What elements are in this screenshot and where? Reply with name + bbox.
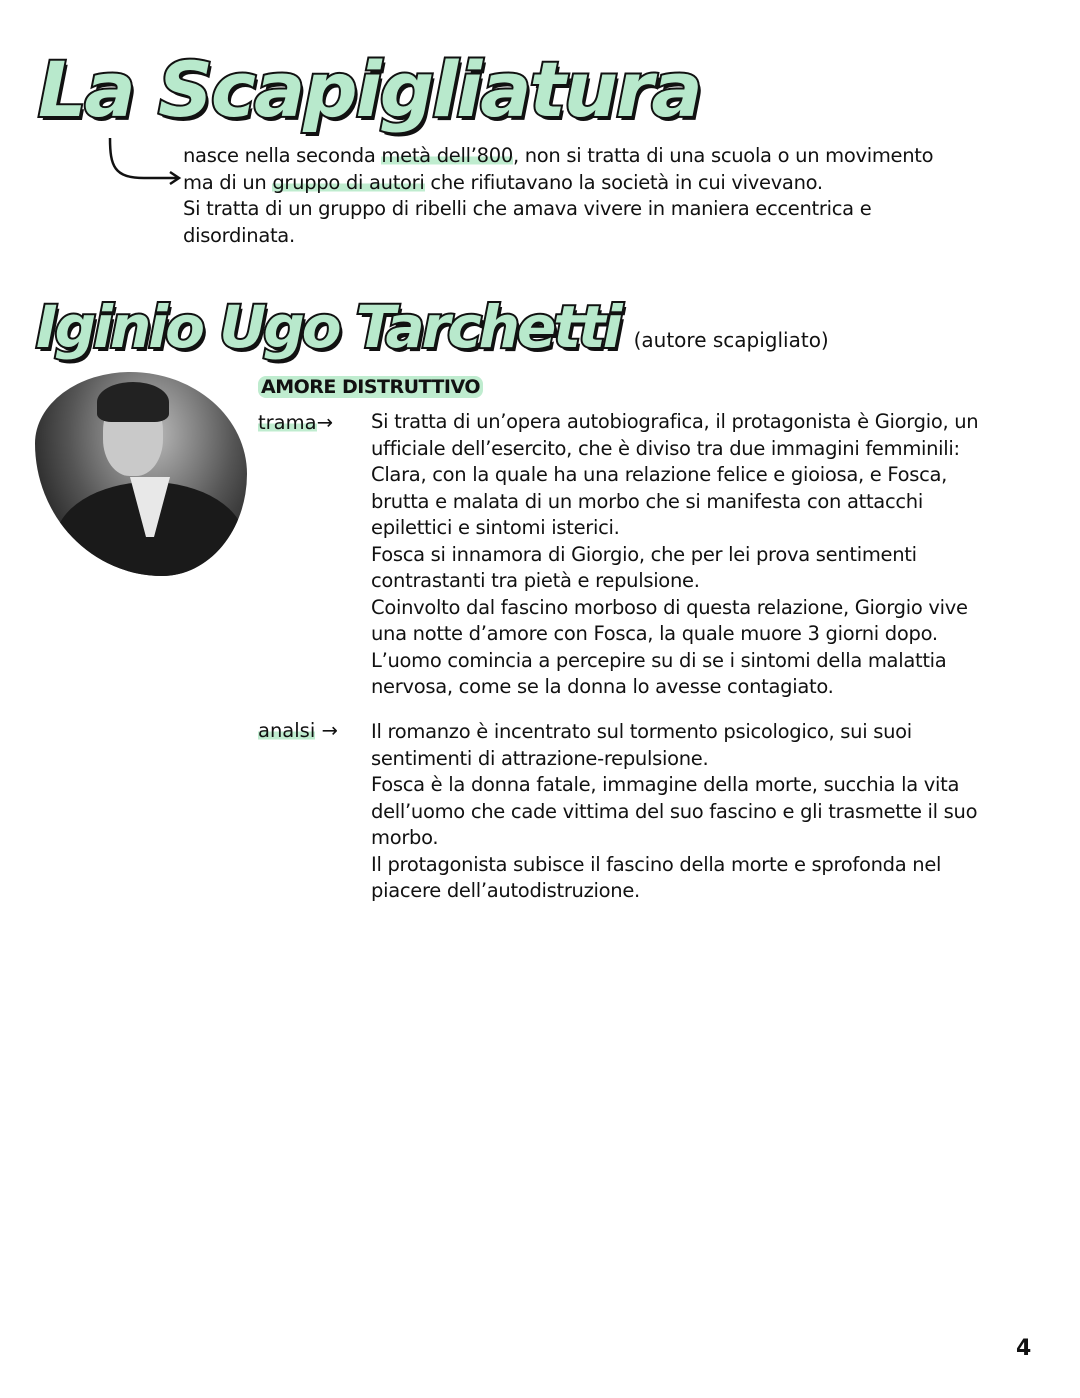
text-line: dell’uomo che cade vittima del suo fascino e gli trasmette il suo (371, 799, 978, 823)
trama-label: trama→ (258, 411, 333, 434)
text: Si tratta di un gruppo di ribelli che amava vivere in maniera eccentrica e (183, 197, 872, 220)
highlight: metà dell’800 (381, 144, 513, 167)
text-line: morbo. (371, 826, 439, 849)
text-line: Coinvolto dal fascino morboso di questa relazione, Giorgio vive (371, 595, 968, 619)
text-line: Clara, con la quale ha una relazione felice e gioiosa, e Fosca, (371, 463, 948, 486)
highlight: gruppo di autori (272, 170, 425, 194)
author-subtitle: (autore scapigliato) (633, 328, 829, 352)
text-line: L’uomo comincia a percepire su di se i sintomi della malattia (371, 648, 947, 672)
page-title: La Scapigliatura (38, 45, 701, 134)
text-line: brutta e malata di un morbo che si manifesta con attacchi (371, 489, 923, 513)
text: nasce nella seconda (183, 144, 382, 167)
text-line: ufficiale dell’esercito, che è diviso tra due immagini femminili: (371, 436, 960, 460)
author-name: Iginio Ugo Tarchetti (36, 293, 620, 361)
text: ma di un (183, 170, 273, 194)
text: che rifiutavano la società in cui vivevano. (424, 170, 823, 194)
text-line: contrastanti tra pietà e repulsione. (371, 569, 700, 592)
text-line: sentimenti di attrazione-repulsione. (371, 746, 709, 770)
author-header (36, 293, 829, 361)
intro-paragraph (183, 143, 933, 249)
text-line: Il romanzo è incentrato sul tormento psicologico, sui suoi (371, 720, 912, 743)
text-line: epilettici e sintomi isterici. (371, 516, 620, 539)
work-title: AMORE DISTRUTTIVO (258, 376, 483, 398)
text-line: una notte d’amore con Fosca, la quale muore 3 giorni dopo. (371, 622, 938, 645)
curved-arrow-icon (104, 136, 184, 186)
author-portrait (35, 372, 247, 576)
text: disordinata. (183, 223, 295, 247)
text-line: Fosca è la donna fatale, immagine della morte, succhia la vita (371, 773, 960, 796)
text-line: piacere dell’autodistruzione. (371, 879, 640, 902)
text-line: Fosca si innamora di Giorgio, che per lei prova sentimenti (371, 542, 917, 566)
text-line: Il protagonista subisce il fascino della morte e sprofonda nel (371, 852, 942, 876)
text-line: Si tratta di un’opera autobiografica, il protagonista è Giorgio, un (371, 410, 979, 433)
page-number: 4 (1016, 1336, 1032, 1361)
trama-text (371, 409, 978, 701)
analisi-text (371, 719, 977, 905)
analisi-label: analsi → (258, 719, 338, 742)
text-line: nervosa, come se la donna lo avesse contagiato. (371, 675, 834, 698)
text: , non si tratta di una scuola o un movimento (512, 144, 934, 167)
